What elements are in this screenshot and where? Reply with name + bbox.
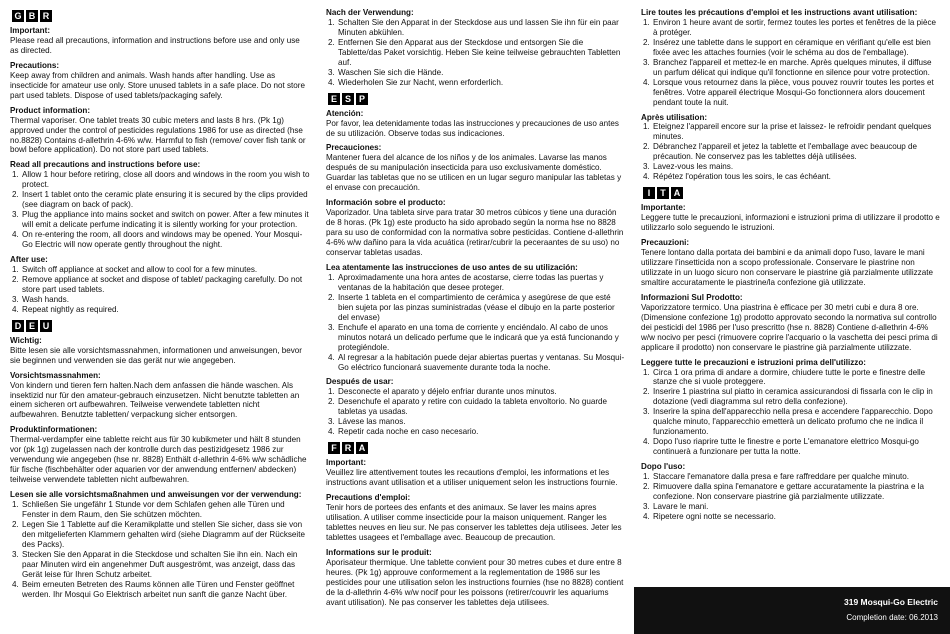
list-item: 1. Allow 1 hour before retiring, close all doors and windows in the room you wish to protect. [21,170,310,190]
list-item: 4. Ripetere ogni notte se necessario. [652,512,941,522]
list-item: 3. Lávese las manos. [337,417,626,427]
list-item: 4. Répétez l'opération tous les soirs, le cas échéant. [652,172,941,182]
esp-precautions: Precauciones: Mantener fuera del alcance de los niños y de los animales. Lavarse las manos después de su manipulación insecticida para uso exclusivamente doméstico. Guardar las tabletas que no se utilicen en un lugar seguro manipular las tabletas y el envase con precaución. [326,143,622,193]
gbr-precautions: Precautions: Keep away from children and animals. Wash hands after handling. Use as insecticide for amateur use only. Store unused tablets in a safe place. Do not store part used tablets. Dispose of used tablets/packaging safely. [10,60,305,100]
list-item: 1. Schließen Sie ungefähr 1 Stunde vor dem Schlafen gehen alle Türen und Fenster in dem Raum, den Sie schützen möchten. [21,500,310,520]
column-middle [326,8,626,613]
deu-after-use: Nach der Verwendung: 1. Schalten Sie den Apparat in der Steckdose aus und lassen Sie ihn für ein paar Minuten abkühlen. 2. Entfernen Sie den Apparat aus der Steckdose und entsorgen Sie die Tablette/das Paket vorsichtig. Heben Sie keine teilweise gebrauchten Tabletten auf. 3. Waschen Sie sich die Hände. 4. Wiederholen Sie zur Nacht, wenn erforderlich. [326,8,626,88]
ita-precautions: Precauzioni: Tenere lontano dalla portata dei bambini e da animali dopo l'uso, lavare le mani utilizzare l'insetticida non a scopo professionale. Conservare le piastrine non utilizzate in un luogo sicuro non conservare le piastrine già parzialmente utilizzate smaltire accuratamente le piastrine/la confezione già utilizzate. [641,238,933,287]
list-item: 2. Insérez une tablette dans le support en céramique en vérifiant qu'elle est bien fixée avec les attaches fournies (voir le schéma au dos de l'emballage). [652,38,941,58]
language-tag-esp: E S P [328,93,626,105]
list-item: 3. Branchez l'appareil et mettez-le en marche. Après quelques minutes, il diffuse un parfum délicat qui indique qu'il fonctionne en silence pour votre protection. [652,58,941,78]
list-item: 1. Switch off appliance at socket and allow to cool for a few minutes. [21,265,310,275]
language-tag-fra: F R A [328,442,626,454]
esp-after-use: Después de usar: 1. Desconecte el aparato y déjelo enfriar durante unos minutos. 2. Desenchufe el aparato y retire con cuidado la tableta envoltorio. No guarde tabletas ya usadas. 3. Lávese las manos. 4. Repetir cada noche en caso necesario. [326,377,626,437]
list-item: 4. Lorsque vous retournez dans la pièce, vous pouvez rouvrir toutes les portes et fenêtres. Votre appareil électrique Mosqui-Go fonctionnera alors doucement pendant toute la nuit. [652,78,941,108]
language-tag-ita: I T A [643,187,941,199]
esp-important: Atención: Por favor, lea detenidamente todas las instrucciones y precauciones de uso antes de su utilización. Observe todas sus indicaciones. [326,108,619,138]
list-item: 3. Lavez-vous les mains. [652,162,941,172]
ita-important: Importante: Leggere tutte le precauzioni, informazioni e istruzioni prima di utilizzare il prodotto e utilizzarlo solo seguendo le istruzioni. [641,203,940,233]
language-tag-gbr: G B R [12,10,310,22]
esp-product-info: Información sobre el producto: Vaporizador. Una tableta sirve para tratar 30 metros cúbicos y tiene una duración de 8 horas. (Pk 1g) este producto ha sido aprobado según la norma hse no 8828 para su uso de conformidad con la normativa sobre pesticidas. Contiene d-allethrin 4-6% w/w dañino para la vida acuática (retirar/cubrir la peceraantes de su uso) no conservar tabletas usadas. [326,198,624,258]
fra-precautions: Precautions d'emploi: Tenir hors de portees des enfants et des animaux. Se laver les mains apres utilisation. A utiliser comme insecticide pour la maison uniquement. Ranger les tablettes neuves en lieu sur. Ne pas conserver les tablettes deja utilisees. Jeter les tablettes usagees et l'emballage avec. Beaucoup de precaution. [326,493,622,542]
gbr-before-use: Read all precautions and instructions before use: 1. Allow 1 hour before retiring, close all doors and windows in the room you wish to protect. 2. Insert 1 tablet onto the ceramic plate ensuring it is secured by the clips provided (see diagram on back of pack). 3. Plug the appliance into mains socket and switch on power. After a few minutes it will emit a delicate perfume indicating it is silently working for your protection. 4. On re-entering the room, all doors and windows may be opened. Your Mosqui-Go Electric will now operate gently throughout the night. [10,160,310,250]
language-tag-deu: D E U [12,320,310,332]
list-item: 2. Inserire 1 piastrina sul piatto in ceramica assicurandosi di fissarla con le clip in dotazione (vedi diagramma sul retro della confezione). [652,387,941,407]
list-item: 3. Stecken Sie den Apparat in die Steckdose und schalten Sie ihn ein. Nach ein paar Minuten wird ein angenehmer Duft ausgeströmt, was anzeigt, dass das Gerät leise für Ihren Schutz arbeitet. [21,550,310,580]
list-item: 2. Débranchez l'appareil et jetez la tablette et l'emballage avec beaucoup de précaution. Ne conservez pas les tablettes déjà utilisées. [652,142,941,162]
list-item: 1. Environ 1 heure avant de sortir, fermez toutes les portes et fenêtres de la pièce à protéger. [652,18,941,38]
list-item: 3. Waschen Sie sich die Hände. [337,68,626,78]
deu-before-use: Lesen sie alle vorsichtsmaßnahmen und anweisungen vor der verwendung: 1. Schließen Sie ungefähr 1 Stunde vor dem Schlafen gehen alle Türen und Fenster in dem Raum, den Sie schützen möchten. 2. Legen Sie 1 Tablette auf die Keramikplatte und stellen Sie sicher, dass sie von den mitgelieferten Klammern gehalten wird (siehe Diagramm auf der Rückseite des Packs). 3. Stecken Sie den Apparat in die Steckdose und schalten Sie ihn ein. Nach ein paar Minuten wird ein angenehmer Duft ausgeströmt, was anzeigt, dass das Gerät leise für Ihren Schutz arbeitet. 4. Beim erneuten Betreten des Raums können alle Türen und Fenster geöffnet werden. Ihr Mosqui Go Elektrisch arbeitet nun sanft die ganze Nacht über. [10,490,310,599]
gbr-important: Important: Please read all precautions, information and instructions before use and only use as directed. [10,26,300,55]
list-item: 2. Entfernen Sie den Apparat aus der Steckdose und entsorgen Sie die Tablette/das Paket vorsichtig. Heben Sie keine teilweise gebrauchten Tabletten auf. [337,38,626,68]
fra-before-use: Lire toutes les précautions d'emploi et les instructions avant utilisation: 1. Environ 1 heure avant de sortir, fermez toutes les portes et fenêtres de la pièce à protéger. 2. Insérez une tablette dans le support en céramique en vérifiant qu'elle est bien fixée avec les attaches fournies (voir le schéma au dos de l'emballage). 3. Branchez l'appareil et mettez-le en marche. Après quelques minutes, il diffuse un parfum délicat qui indique qu'il fonctionne en silence pour votre protection. 4. Lorsque vous retournez dans la pièce, vous pouvez rouvrir toutes les portes et fenêtres. Votre appareil électrique Mosqui-Go fonctionnera alors doucement pendant toute la nuit. [641,8,941,108]
list-item: 4. Repeat nightly as required. [21,305,310,315]
list-item: 2. Inserte 1 tableta en el compartimiento de cerámica y asegúrese de que esté bien sujeta por las pinzas suministradas (véase el dibujo en la parte posterior del envase) [337,293,626,323]
list-item: 2. Rimuovere dalla spina l'emanatore e gettare accuratamente la piastrina e la confezione. Non conservare piastrine già parzialmente utilizzate. [652,482,941,502]
list-item: 1. Circa 1 ora prima di andare a dormire, chiudere tutte le porte e finestre delle stanze che si vuole proteggere. [652,368,941,388]
fra-after-use: Après utilisation: 1. Eteignez l'appareil encore sur la prise et laissez- le refroidir pendant quelques minutes. 2. Débranchez l'appareil et jetez la tablette et l'emballage avec beaucoup de précaution. Ne conservez pas les tablettes déjà utilisées. 3. Lavez-vous les mains. 4. Répétez l'opération tous les soirs, le cas échéant. [641,113,941,183]
list-item: 2. Legen Sie 1 Tablette auf die Keramikplatte und stellen Sie sicher, dass sie von den mitgelieferten Klammern gehalten wird (siehe Diagramm auf der Rückseite des Packs). [21,520,310,550]
list-item: 4. Repetir cada noche en caso necesario. [337,427,626,437]
list-item: 1. Aproximadamente una hora antes de acostarse, cierre todas las puertas y ventanas de la habitación que desee proteger. [337,273,626,293]
list-item: 2. Insert 1 tablet onto the ceramic plate ensuring it is secured by the clips provided (see diagram on back of pack). [21,190,310,210]
ita-before-use: Leggere tutte le precauzioni e istruzioni prima dell'utilizzo: 1. Circa 1 ora prima di andare a dormire, chiudere tutte le porte e finestre delle stanze che si vuole proteggere. 2. Inserire 1 piastrina sul piatto in ceramica assicurandosi di fissarla con le clip in dotazione (vedi diagramma sul retro della confezione). 3. Inserire la spina dell'apparecchio nella presa e accendere l'apparecchio. Dopo qualche minuto, l'apparecchio emetterà un delicato profumo che ne indica il funzionamento. 4. Dopo l'uso riaprire tutte le finestre e porte L'emanatore elettrico Mosqui-go continuerà a funzionare per tutta la notte. [641,358,941,458]
list-item: 4. Dopo l'uso riaprire tutte le finestre e porte L'emanatore elettrico Mosqui-go continuerà a funzionare per tutta la notte. [652,437,941,457]
esp-before-use: Lea atentamente las instrucciones de uso antes de su utilización: 1. Aproximadamente una hora antes de acostarse, cierre todas las puertas y ventanas de la habitación que desee proteger. 2. Inserte 1 tableta en el compartimiento de cerámica y asegúrese de que esté bien sujeta por las pinzas suministradas (véase el dibujo en la parte posterior del envase) 3. Enchufe el aparato en una toma de corriente y enciéndalo. Al cabo de unos minutos notará un delicado perfume que le indicará que ya está funcionando y protegiéndole. 4. Al regresar a la habitación puede dejar abiertas puertas y ventanas. Su Mosqui-Go eléctrico funcionará suavemente durante toda la noche. [326,263,626,372]
deu-precautions: Vorsichtsmassnahmen: Von kindern und tieren fern halten.Nach dem anfassen die hände waschen. Als insektizid nur für den amateur-gebrauch einzusetzen. Nicht benutzte tabletten an einem sicheren ort aufbewahren. Teilweise verwendete tabletten nicht aufbewahren. Benutzte tabletten/ verpackung sicher entsorgen. [10,370,300,420]
deu-product-info: Produktinformationen: Thermal-verdampfer eine tablette reicht aus für 30 kubikmeter und hält 8 stunden vor (pk 1g) zugelassen nach der kontrolle durch das pestizidgesetz 1986 zur verwendung wie angegeben (hse nr. 8828) Enthält d-allethrin 4-6% w/w schädliche für fische (fischbehälter oder aquarien vor der anwendung entfernen/ abdecken) teilweise verwendete tabletten nicht aufbewahren. [10,425,307,485]
list-item: 1. Schalten Sie den Apparat in der Steckdose aus und lassen Sie ihn für ein paar Minuten abkühlen. [337,18,626,38]
deu-important: Wichtig: Bitte lesen sie alle vorsichtsmassnahmen, informationen und anweisungen, bevor sie beginnen und verwenden sie das gerät nur wie angegeben. [10,335,302,365]
list-item: 1. Eteignez l'appareil encore sur la prise et laissez- le refroidir pendant quelques minutes. [652,122,941,142]
gbr-after-use: After use: 1. Switch off appliance at socket and allow to cool for a few minutes. 2. Remove appliance at socket and dispose of tablet/ packaging carefully. Do not store part used tablets. 3. Wash hands. 4. Repeat nightly as required. [10,255,310,315]
list-item: 4. Beim erneuten Betreten des Raums können alle Türen und Fenster geöffnet werden. Ihr Mosqui Go Elektrisch arbeitet nun sanft die ganze Nacht über. [21,580,310,600]
fra-product-info: Informations sur le produit: Aporisateur thermique. Une tablette convient pour 30 metres cubes et dure entre 8 heures. (Pk 1g) approuve conformement a la reglementation de 1986 sur les pesticides pour une utilisation selon les instructions fournies (hse no 8828) contient de la d-allethrin 4-6% w/w nocif pour les poissons (retirer/couvrir les aquariums avant utilisation). Ne pas conserver les tablettes deja utilisees. [326,547,624,607]
list-item: 1. Desconecte el aparato y déjelo enfriar durante unos minutos. [337,387,626,397]
list-item: 4. Wiederholen Sie zur Nacht, wenn erforderlich. [337,78,626,88]
list-item: 1. Staccare l'emanatore dalla presa e fare raffreddare per qualche minuto. [652,472,941,482]
list-item: 2. Remove appliance at socket and dispose of tablet/ packaging carefully. Do not store part used tablets. [21,275,310,295]
ita-product-info: Informazioni Sul Prodotto: Vaporizzatore termico. Una piastrina è efficace per 30 metri cubi e dura 8 ore. (Dimensione confezione 1g) prodotto approvato secondo la normativa sul controllo dei pesticidi del 1986 per l'uso prescritto (hse n. 8828) Contiene d-allethrin 4-6% w/w nocivo per pesci (rimuovere coprire l'acquario o la vaschetta dei pesci prima di applicare il prodotto) non conservare le piastrine già parzialmente utilizzate. [641,292,938,352]
list-item: 2. Desenchufe el aparato y retire con cuidado la tableta envoltorio. No guarde tabletas ya usadas. [337,397,626,417]
list-item: 3. Wash hands. [21,295,310,305]
footer-panel [634,587,950,634]
gbr-product-info: Product information: Thermal vaporiser. One tablet treats 30 cubic meters and lasts 8 hrs. (Pk 1g) approved under the control of pesticides regulations 1986 for use as directed (hse no.8828) Contains d-allethrin 4-6% w/w. Harmful to fish (remove/ cover fish tank or bowl before application). Do not store part used tablets. [10,105,306,155]
fra-important: Important: Veuillez lire attentivement toutes les recautions d'emploi, les informations et les instructions avant utilisation et a utiliser uniquement selon les instructions fournie. [326,458,618,488]
list-item: 3. Plug the appliance into mains socket and switch on power. After a few minutes it will emit a delicate perfume indicating it is silently working for your protection. [21,210,310,230]
column-right [641,8,941,527]
ita-after-use: Dopo l'uso: 1. Staccare l'emanatore dalla presa e fare raffreddare per qualche minuto. 2. Rimuovere dalla spina l'emanatore e gettare accuratamente la piastrina e la confezione. Non conservare piastrine già parzialmente utilizzate. 3. Lavare le mani. 4. Ripetere ogni notte se necessario. [641,462,941,522]
completion-date: Completion date: 06.2013 [846,613,938,622]
list-item: 4. Al regresar a la habitación puede dejar abiertas puertas y ventanas. Su Mosqui-Go eléctrico funcionará suavemente durante toda la noche. [337,353,626,373]
column-left [10,8,310,605]
product-model: 319 Mosqui-Go Electric [844,597,938,607]
list-item: 3. Lavare le mani. [652,502,941,512]
list-item: 3. Inserire la spina dell'apparecchio nella presa e accendere l'apparecchio. Dopo qualche minuto, l'apparecchio emetterà un delicato profumo che ne indica il funzionamento. [652,407,941,437]
list-item: 4. On re-entering the room, all doors and windows may be opened. Your Mosqui-Go Electric will now operate gently throughout the night. [21,230,310,250]
list-item: 3. Enchufe el aparato en una toma de corriente y enciéndalo. Al cabo de unos minutos notará un delicado perfume que le indicará que ya está funcionando y protegiéndole. [337,323,626,353]
